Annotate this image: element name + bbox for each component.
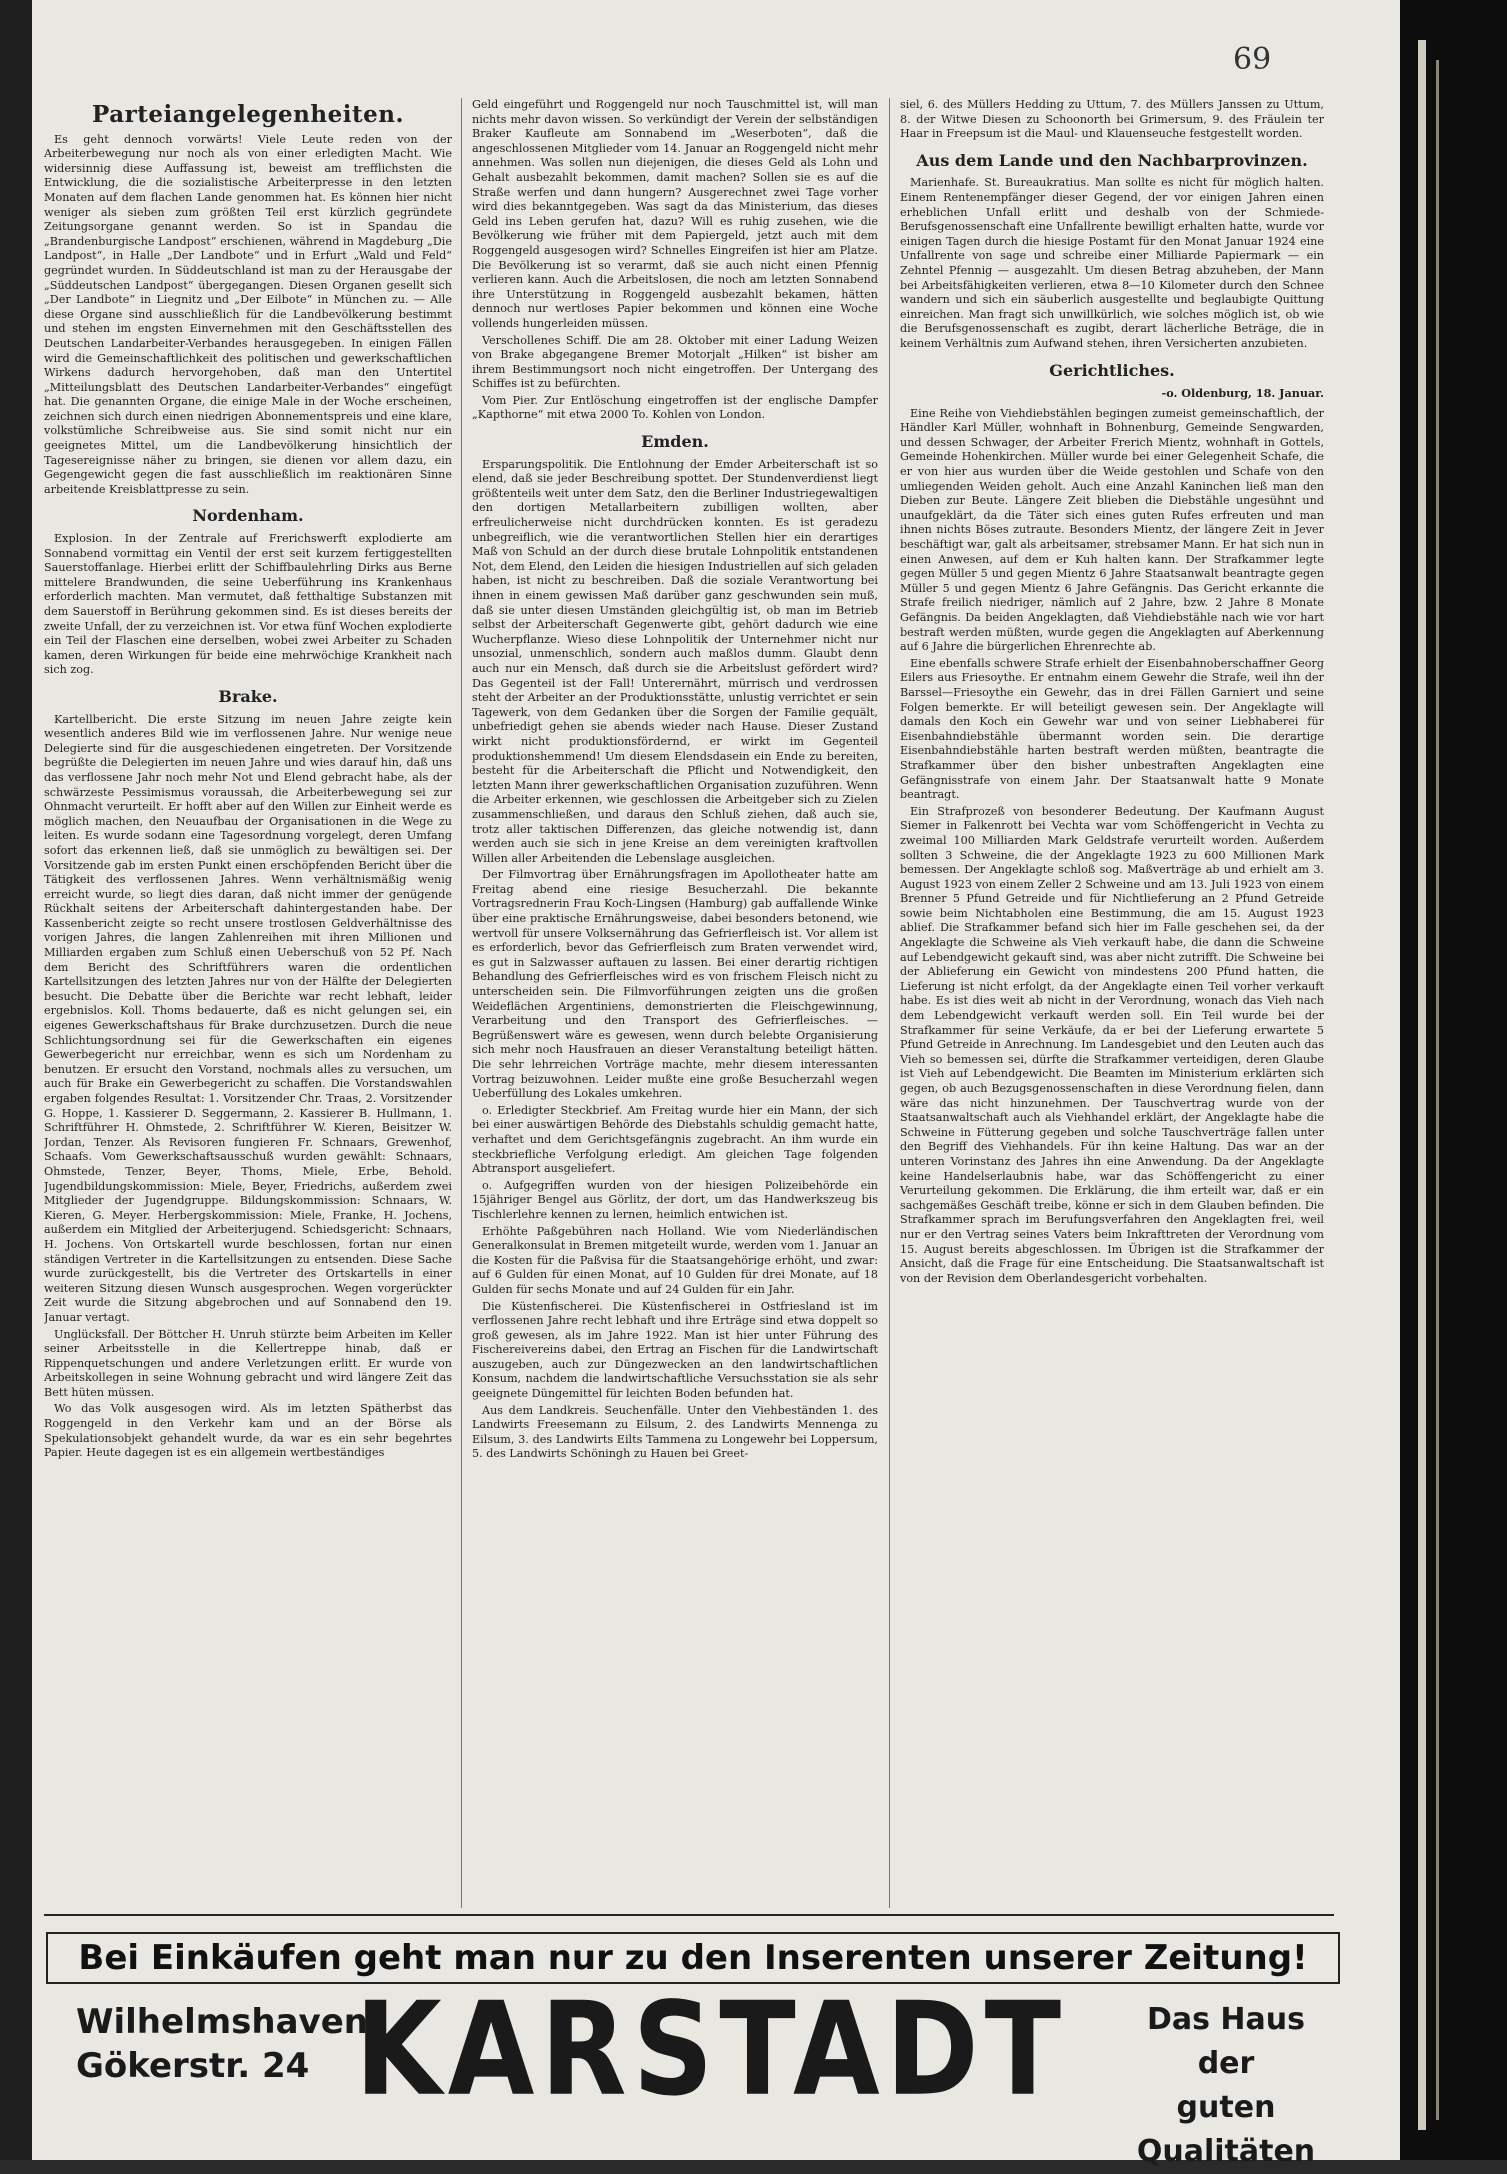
article-paragraph: Aus dem Landkreis. Seuchenfälle. Unter den Viehbeständen 1. des Landwirts Freesemann zu Eilsum, 2. des Landwirts Mennenga zu Eilsum, 3. des Landwirts Eilts Tammena zu Longewehr bei Loppersum, 5. des Landwirts Schöningh zu Hauen bei Greet- (472, 1403, 878, 1461)
article-paragraph: Der Filmvortrag über Ernährungsfragen im Apollotheater hatte am Freitag abend eine riesige Besucherzahl. Die bekannte Vortragsrednerin Frau Koch-Lingsen (Hamburg) gab auffallende Winke über eine praktische Ernährungsweise, dabei besonders betonend, wie wertvoll für unsere Volksernährung das Gefrierfleisch ist. Vor allem ist es erforderlich, bevor das Gefrierfleisch zum Braten verwendet wird, es gut in Salzwasser auftauen zu lassen. Bei einer derartig richtigen Behandlung des Gefrierfleisches wird es von frischem Fleisch nicht zu unterscheiden sein. Die Filmvorführungen zeigten uns die großen Weideflächen Argentiniens, demonstrierten die Fleischgewinnung, Verarbeitung und den Transport des Gefrierfleisches. — Begrüßenswert wäre es gewesen, wenn durch belebte Organisierung sich mehr noch Hausfrauen an dieser Veranstaltung beteiligt hätten. Die sehr lehrreichen Vorträge machte, mehr diesem interessanten Vortrag beizuwohnen. Leider mußte eine große Besucherzahl wegen Ueberfüllung des Lokales umkehren. (472, 868, 878, 1101)
advertisement-section (46, 1932, 1336, 2169)
ads-divider (44, 1914, 1334, 1916)
section-title-nordenham: Nordenham. (192, 506, 304, 526)
column-divider-2 (889, 98, 890, 1908)
section-title-aus-dem-lande: Aus dem Lande und den Nachbarprovinzen. (916, 150, 1308, 170)
article-paragraph: Eine ebenfalls schwere Strafe erhielt der Eisenbahnoberschaffner Georg Eilers aus Friesoythe. Er entnahm einem Gewehr die Strafe, weil ihn der Barssel—Friesoythe ein Gewehr, das in drei Fällen Garniert und seine Folgen bemerkte. Er will beteiligt gewesen sein. Der Angeklagte will damals den Koch ein Gewehr war und von seiner Liebhaberei für Eisenbahndiebstähle übermannt worden sein. Die derartige Eisenbahndiebstähle harten bestraft werden müßten, beantragte die Strafkammer über den bisher unbestraften Angeklagten eine Gefängnisstrafe von einem Jahr. Der Staatsanwalt hatte 9 Monate beantragt. (900, 656, 1324, 802)
article-paragraph: Explosion. In der Zentrale auf Frerichswerft explodierte am Sonnabend vormittag ein Ventil der erst seit kurzem fertiggestellten Sauerstoffanlage. Hierbei erlitt der Schiffbaulehrling Dirks aus Berne mittelere Brandwunden, die seine Ueberführung ins Krankenhaus erforderlich machten. Man vermutet, daß fetthaltige Substanzen mit dem Sauerstoff in Berührung gekommen sind. Es ist dieses bereits der zweite Unfall, der zu verzeichnen ist. Vor etwa fünf Wochen explodierte ein Teil der Flaschen eine derselben, wobei zwei Arbeiter zu Schaden kamen, deren Wirkungen für beide eine mehrwöchige Krankheit nach sich zog. (44, 532, 452, 677)
section-title-gerichtliches: Gerichtliches. (1049, 360, 1175, 380)
article-paragraph: Es geht dennoch vorwärts! Viele Leute reden von der Arbeiterbewegung nur noch als von einer erledigten Macht. Wie widersinnig diese Auffassung ist, beweist am trefflichsten die Entwicklung, die die sozialistische Arbeiterpresse in den letzten Monaten auf dem flachen Lande genommen hat. Es können hier nicht weniger als sieben zum größten Teil erst kürzlich gegründete Zeitungsorgane genannt werden. So ist in Spandau die „Brandenburgische Landpost“ erschienen, während in Magdeburg „Die Landpost“, in Halle „Der Landbote“ und in Erfurt „Wald und Feld“ gegründet wurden. In Süddeutschland ist man zu der Herausgabe der „Süddeutschen Landpost“ übergegangen. Diesen Organen gesellt sich „Der Landbote“ in Liegnitz und „Der Eilbote“ in München zu. — Alle diese Organe sind ausschließlich für die Landbevölkerung bestimmt und stehen im engsten Einvernehmen mit den Geschäftsstellen des Deutschen Landarbeiter-Verbandes herausgegeben. In einigen Fällen wird die Gemeinschaftlichkeit des politischen und gewerkschaftlichen Wirkens dadurch hervorgehoben, daß man den Untertitel „Mitteilungsblatt des Deutschen Landarbeiter-Verbandes“ eingefügt hat. Die genannten Organe, die einige Male in der Woche erscheinen, zeichnen sich durch einen niedrigen Abonnementspreis und eine klare, volkstümliche Schreibweise aus. Sie sind somit nicht nur ein geeignetes Mittel, um die Landbevölkerung hinsichtlich der Tagesereignisse näher zu bringen, sie dienen vor allem dazu, ein Gegengewicht gegen die fast ausschließlich im reaktionären Sinne arbeitende Kreisblattpresse zu sein. (44, 132, 452, 496)
dateline: -o. Oldenburg, 18. Januar. (1161, 386, 1324, 401)
article-paragraph: Marienhafe. St. Bureaukratius. Man sollte es nicht für möglich halten. Einem Rentenempfänger dieser Gegend, der vor einigen Jahren einen erheblichen Unfall erlitt und deshalb von der Schmiede-Berufsgenossenschaft eine Unfallrente bewilligt erhalten hatte, wurde vor einigen Tagen durch die hiesige Postamt für den Monat Januar 1924 eine Unfallrente von sage und schreibe einer Milliarde Papiermark — ein Zehntel Pfennig — ausgezahlt. Um diesen Betrag abzuheben, der Mann bei Arbeitsfähigkeiten verlieren, etwa 8—10 Kilometer durch den Schnee wandern und sich ein säuberlich ausgestellte und beglaubigte Quittung einreichen. Man fragt sich unwillkürlich, wie solches möglich ist, ob wie die Berufsgenossenschaft es zugibt, derart lächerliche Beträge, die in keinem Verhältnis zum Aufwand stehen, ihren Versicherten anzubieten. (900, 176, 1324, 350)
column-2 (472, 98, 878, 1928)
section-title-brake: Brake. (218, 686, 278, 706)
article-paragraph: Ersparungspolitik. Die Entlohnung der Emder Arbeiterschaft ist so elend, daß sie jeder Beschreibung spottet. Der Stundenverdienst liegt größtenteils weit unter dem Satz, den die Berliner Industriegewaltigen den dortigen Metallarbeitern zubilligen wollten, aber erfreulicherweise nicht durchdrücken konnten. Es ist geradezu unbegreiflich, wie die verantwortlichen Stellen hier ein derartiges Maß von Schuld an der durch diese brutale Lohnpolitik entstandenen Not, dem Elend, den Leiden die hiesigen Industriellen auf sich geladen haben, ist nicht zu beschreiben. Daß die soziale Verantwortung bei ihnen in einem gewissen Maß darüber ganz geschwunden sein muß, daß sie unter diesen Umständen gleichgültig ist, ob man im Betrieb selbst der Arbeiterschaft Gegenwerte gibt, gehört dadurch wie eine Wucherpflanze. Wieso diese Lohnpolitik der Unternehmer nicht nur unsozial, unmenschlich, sondern auch maßlos dumm. Glaubt denn auch nur ein Mensch, daß durch sie die Arbeitslust gefördert wird? Das Gegenteil ist der Fall! Unterernährt, mürrisch und verdrossen steht der Arbeiter an der Produktionsstätte, unlustig verrichtet er sein Tagewerk, von dem Gedanken über die Sorgen der Familie gequält, unbefriedigt gehen sie abends wieder nach Hause. Dieser Zustand wirkt nicht produktionsfördernd, er wirkt im Gegenteil produktionshemmend! Um diesem Elendsdasein ein Ende zu bereiten, besteht für die Arbeiterschaft die Pflicht und Notwendigkeit, den letzten Mann ihrer gewerkschaftlichen Organisation zuzuführen. Wenn die Arbeiter erkennen, wie geschlossen die Arbeitgeber sich zu Zielen zusammenschließen, und daraus den Schluß ziehen, daß auch sie, trotz aller taktischen Differenzen, das gleiche notwendig ist, dann werden auch sie sich in jene Kreise an dem vereinigten kraftvollen Willen aller Arbeitenden die Lebenslage ausgleichen. (472, 457, 878, 865)
article-paragraph: Geld eingeführt und Roggengeld nur noch Tauschmittel ist, will man nichts mehr davon wissen. So verkündigt der Verein der selbständigen Braker Kaufleute am Sonnabend im „Weserboten“, daß die angeschlossenen Mitglieder vom 14. Januar an Roggengeld nicht mehr annehmen. Was sollen nun diejenigen, die dieses Geld als Lohn und Gehalt ausbezahlt bekommen, damit machen? Sollen sie es auf die Straße werfen und dann hungern? Ausgerechnet zwei Tage vorher wird dies bekanntgegeben. Was sagt da das Ministerium, das dieses Geld ins Leben gerufen hat, dazu? Will es ruhig zusehen, wie die Bevölkerung wie früher mit dem Papiergeld, jetzt auch mit dem Roggengeld ausgesogen wird? Schnelles Eingreifen ist hier am Platze. Die Bevölkerung ist so verarmt, daß sie auch nicht einen Pfennig verlieren kann. Auch die Arbeitslosen, die noch am letzten Sonnabend ihre Unterstützung in Roggengeld ausbezahlt bekamen, hätten dennoch nur wertloses Papier bekommen und können eine Woche vollends hungerleiden müssen. (472, 98, 878, 330)
article-paragraph: o. Aufgegriffen wurden von der hiesigen Polizeibehörde ein 15jähriger Bengel aus Görlitz, der dort, um das Handwerkszeug bis Tischlerlehre kennen zu lernen, heimlich entwichen ist. (472, 1178, 878, 1221)
article-paragraph: Wo das Volk ausgesogen wird. Als im letzten Spätherbst das Roggengeld in den Verkehr kam und an der Börse als Spekulationsobjekt gehandelt wurde, da war es ein sehr begehrtes Papier. Heute dagegen ist es ein allgemein wertbeständiges (44, 1402, 452, 1460)
article-paragraph: Ein Strafprozeß von besonderer Bedeutung. Der Kaufmann August Siemer in Falkenrott bei Vechta war vom Schöffengericht in Vechta zu zweimal 100 Milliarden Mark Geldstrafe verurteilt worden. Außerdem sollten 3 Schweine, die der Angeklagte 1923 zu 600 Millionen Mark bemessen. Der Angeklagte schloß sog. Maßverträge ab und erhielt am 3. August 1923 von einem Zeller 2 Schweine und am 13. Juli 1923 von einem Brenner 5 Pfund Getreide und für Nichtlieferung an 2 Pfund Getreide sowie beim Nichtabholen eine Bestimmung, die am 15. August 1923 ablief. Die Strafkammer befand sich hier im Falle geschehen sei, da der Angeklagte die Schweine als Vieh verkauft habe, die dann die Schweine auf Lebendgewicht gekauft sind, was aber nicht zutrifft. Die Schweine bei der Ablieferung ein Gewicht von mindestens 200 Pfund hatten, die Lieferung ist nicht erfolgt, da der Angeklagte einen Teil vorher verkauft habe. Es ist dies weit ab nicht in der Verordnung, wonach das Vieh nach dem Lebendgewicht verkauft werden soll. Ein Teil wurde bei der Strafkammer für seine Verkäufe, da er bei der Lieferung erwartete 5 Pfund Getreide in Anrechnung. Im Landesgebiet und den Leuten auch das Vieh so bemessen sei, dürfte die Strafkammer verteidigen, deren Glaube ist Vieh auf Lebendgewicht. Die Beamten im Ministerium erklärten sich gegen, ob auch Bezugsgenossenschaften in diese Verordnung fielen, dann wäre das nicht hinzunehmen. Der Tauschvertrag wurde von der Staatsanwaltschaft auch als Viehhandel erklärt, der Angeklagte habe die Schweine in Fütterung gegeben und solche Tauschverträge fallen unter den Begriff des Viehhandels. Für ihn keine Haltung. Das war an der unteren Vorinstanz des Jahres ihn eine Anwendung. Da der Angeklagte keine Handelserlaubnis habe, war das Schöffengericht zu einer Verurteilung gekommen. Die Erklärung, die ihm erteilt war, daß er ein sachgemäßes Geschäft treibe, könne er sich in dem Glauben befinden. Die Strafkammer sprach im Berufungsverfahren den Angeklagten frei, weil nur er den Vertrag seines Vaters beim Inkrafttreten der Verordnung vom 15. August bereits abgeschlossen. Im Übrigen ist die Strafkammer der Ansicht, daß die Frage für eine Entscheidung. Die Staatsanwaltschaft ist von der Revision dem Oberlandesgericht vorbehalten. (900, 804, 1324, 1285)
column-1 (44, 98, 452, 1928)
article-paragraph: Eine Reihe von Viehdiebstählen begingen zumeist gemeinschaftlich, der Händler Karl Müller, wohnhaft in Bohnenburg, Gemeinde Sengwarden, und dessen Schwager, der Arbeiter Frerich Mientz, wohnhaft in Gottels, Gemeinde Hohenkirchen. Müller wurde bei einer Gelegenheit Schafe, die er von hier aus wurden über die Weide gestohlen und Schafe von den umliegenden Weiden geholt. Auch eine Anzahl Kaninchen ließ man den Dieben zur Beute. Längere Zeit blieben die Diebstähle ungesühnt und unaufgeklärt, da die Täter sich eines guten Rufes erfreuten und man ihnen nichts Böses zutraute. Besonders Mientz, der längere Zeit in Jever beschäftigt war, galt als arbeitsamer, strebsamer Mann. Er hat sich nun in einen Anwesen, auf dem er Kuh halten kann. Der Strafkammer legte gegen Müller 5 und gegen Mientz 6 Jahre Staatsanwalt beantragte gegen Müller 5 und gegen Mientz 6 Jahre Gefängnis. Das Gericht erkannte die Strafe freilich niedriger, nämlich auf 2 Jahre, bzw. 2 Jahre 8 Monate Gefängnis. Da beiden Angeklagten, daß Viehdiebstähle nach wie vor hart bestraft werden müßten, wurde gegen die Angeklagten auf Aberkennung auf 6 Jahre die bürgerlichen Ehrenrechte ab. (900, 406, 1324, 654)
edge-stripe-thin (1436, 60, 1439, 2120)
article-paragraph: Erhöhte Paßgebühren nach Holland. Wie vom Niederländischen Generalkonsulat in Bremen mitgeteilt wurde, werden vom 1. Januar an die Kosten für die Paßvisa für die Staatsangehörige erhöht, und zwar: auf 6 Gulden für einen Monat, auf 10 Gulden für drei Monate, auf 18 Gulden für sechs Monate und auf 24 Gulden für ein Jahr. (472, 1224, 878, 1296)
article-paragraph: siel, 6. des Müllers Hedding zu Uttum, 7. des Müllers Janssen zu Uttum, 8. der Witwe Diesen zu Schoonorth bei Grimersum, 9. des Fräulein ter Haar in Freepsum ist die Maul- und Klauenseuche festgestellt worden. (900, 98, 1324, 141)
karstadt-logo: KARSTADT (354, 1975, 1068, 2125)
section-title-emden: Emden. (641, 432, 709, 452)
article-paragraph: Verschollenes Schiff. Die am 28. Oktober mit einer Ladung Weizen von Brake abgegangene Bremer Motorjalt „Hilken“ ist bisher am ihrem Bestimmungsort noch nicht eingetroffen. Der Untergang des Schiffes ist zu befürchten. (472, 333, 878, 391)
column-divider-1 (461, 98, 462, 1908)
column-3 (900, 98, 1324, 1928)
karstadt-slogan (1126, 1998, 1326, 2174)
article-paragraph: Unglücksfall. Der Böttcher H. Unruh stürzte beim Arbeiten im Keller seiner Arbeitsstelle in die Kellertreppe hinab, daß er Rippenquetschungen und andere Verletzungen erlitt. Er wurde von Arbeitskollegen in seine Wohnung gebracht und wird längere Zeit das Bett hüten müssen. (44, 1327, 452, 1399)
karstadt-city: Wilhelmshaven (76, 2002, 368, 2042)
edge-stripe (1418, 40, 1426, 2130)
article-paragraph: Kartellbericht. Die erste Sitzung im neuen Jahre zeigte kein wesentlich anderes Bild wie im verflossenen Jahre. Nur wenige neue Delegierte sind für die ausgeschiedenen eingetreten. Der Vorsitzende begrüßte die Delegierten im neuen Jahre und wies darauf hin, daß uns das verflossene Jahr noch mehr Not und Elend gebracht habe, als der schwärzeste Pessimismus voraussah, die Arbeiterbewegung sei zur Ohnmacht verurteilt. Er hofft aber auf den Willen zur Einheit werde es möglich machen, den Neuaufbau der Organisationen in die Wege zu leiten. Es wurde sodann eine Tagesordnung vorgelegt, deren Umfang sofort das erkennen ließ, daß sie unmöglich zu bewältigen sei. Der Vorsitzende gab im ersten Punkt einen erschöpfenden Bericht über die Tätigkeit des verflossenen Jahres. Wenn verhältnismäßig wenig erreicht wurde, so liegt dies daran, daß nicht immer der genügende Rückhalt seitens der Arbeiterschaft dahintergestanden habe. Der Kassenbericht zeigte so recht unsere trostlosen Geldverhältnisse des vorigen Jahres, die langen Zahlenreihen mit ihren Millionen und Milliarden ergaben zum Schluß einen Ueberschuß von 52 Pf. Nach dem Bericht des Schriftführers waren die ordentlichen Kartellsitzungen des letzten Jahres nur von der Hälfte der Delegierten besucht. Die Debatte über die Berichte war recht lebhaft, leider ergebnislos. Koll. Thoms bedauerte, daß es nicht gelungen sei, ein eigenes Gewerkschaftshaus für Brake durchzusetzen. Durch die neue Schlichtungsordnung sei für die Gewerkschaften ein eigenes Gewerbegericht nur erreichbar, wenn es sich um Nordenham zu benutzen. Er ersucht den Vorstand, nochmals alles zu versuchen, um auch für Brake ein Gewerbegericht zu schaffen. Die Vorstandswahlen ergaben folgendes Resultat: 1. Vorsitzender Chr. Traas, 2. Vorsitzender G. Hoppe, 1. Kassierer D. Seggermann, 2. Kassierer B. Hullmann, 1. Schriftführer H. Ohmstede, 2. Schriftführer W. Kieren, Beisitzer W. Jordan, Tenzer. Als Revisoren fungieren Fr. Schnaars, Grewenhof, Schaafs. Vom Gewerkschaftsausschuß wurden gewählt: Schnaars, Ohmstede, Tenzer, Beyer, Thoms, Miele, Erbe, Behold. Jugendbildungskommission: Miele, Beyer, Friedrichs, außerdem zwei Mitglieder der Jugendgruppe. Bildungskommission: Schnaars, W. Kieren, G. Meyer. Herbergskommission: Miele, Franke, H. Jochens, außerdem ein Mitglied der Arbeiterjugend. Schiedsgericht: Schnaars, H. Jochens. Von Ortskartell wurde beschlossen, fortan nur einen ständigen Vertreter in die Kartellsitzungen zu entsenden. Diese Sache wurde zurückgestellt, bis die Vertreter des Ortskartells in einer weiteren Sitzung diesen Wunsch ausgesprochen. Wegen vorgerückter Zeit wurde die Sitzung abgebrochen und auf Sonnabend den 19. Januar vertagt. (44, 712, 452, 1324)
karstadt-street: Gökerstr. 24 (76, 2046, 310, 2086)
page-number: 69 (1233, 42, 1272, 77)
article-paragraph: o. Erledigter Steckbrief. Am Freitag wurde hier ein Mann, der sich bei einer auswärtigen Behörde des Diebstahls schuldig gemacht hatte, verhaftet und dem Gerichtsgefängnis zugebracht. An ihm wurde ein steckbriefliche Verfolgung erledigt. Am gleichen Tage folgenden Abtransport ausgeliefert. (472, 1103, 878, 1176)
article-paragraph: Vom Pier. Zur Entlöschung eingetroffen ist der englische Dampfer „Kapthorne“ mit etwa 2000 To. Kohlen von London. (472, 393, 878, 422)
book-edge (1400, 0, 1507, 2160)
ad-header-banner: Bei Einkäufen geht man nur zu den Inserenten unserer Zeitung! (46, 1932, 1340, 1984)
karstadt-slogan-line2: guten Qualitäten (1136, 2090, 1316, 2169)
section-title-parteiangelegenheiten: Parteiangelegenheiten. (92, 101, 404, 128)
karstadt-slogan-line1: Das Haus der (1146, 2002, 1305, 2081)
article-paragraph: Die Küstenfischerei. Die Küstenfischerei in Ostfriesland ist im verflossenen Jahre recht lebhaft und ihre Erträge sind etwa doppelt so groß gewesen, als im Jahre 1922. Man ist hier unter Führung des Fischereivereins dabei, den Ertrag an Fischen für die Landwirtschaft auszugeben, auch zur Düngezwecken an den landwirtschaftlichen Konsum, nachdem die landwirtschaftliche Versuchsstation sie als sehr geeignete Düngemittel für leichten Boden befunden hat. (472, 1299, 878, 1401)
karstadt-ad (46, 1975, 1336, 2169)
